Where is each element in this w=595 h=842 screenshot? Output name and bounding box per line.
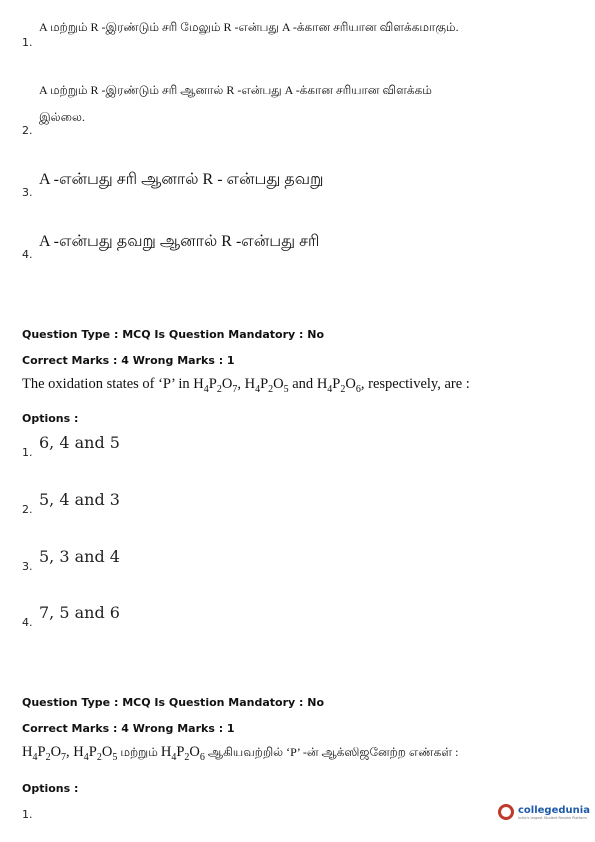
formula-h4p2o5: $H_4P_2O_5$ (244, 376, 289, 395)
option-text: A -என்பது தவறு ஆனால் R -என்பது சரி (39, 233, 320, 250)
formula-h4p2o6: $H_4P_2O_6$ (160, 744, 205, 763)
marks-line: Correct Marks : 4 Wrong Marks : 1 (22, 722, 235, 735)
option-text: 7, 5 and 6 (39, 603, 120, 622)
logo-icon (498, 804, 514, 820)
option-number: 2. (22, 124, 33, 137)
formula-h4p2o6: $H_4P_2O_6$ (316, 376, 361, 395)
option-text: 6, 4 and 5 (39, 433, 120, 452)
collegedunia-logo: collegedunia India's largest Student Review Platform (498, 804, 590, 820)
question-text: $H_4P_2O_7$, $H_4P_2O_5$ மற்றும் $H_4P_2O_6$ ஆகியவற்றில் ‘P’ -ன் ஆக்ஸிஜனேற்ற எண்கள் : (22, 744, 459, 763)
option-number: 1. (22, 446, 33, 459)
option-number: 2. (22, 503, 33, 516)
options-label: Options : (22, 412, 79, 425)
question-type-line: Question Type : MCQ Is Question Mandatory : No (22, 696, 325, 709)
question-type-line: Question Type : MCQ Is Question Mandatory : No (22, 328, 325, 341)
formula-h4p2o5: $H_4P_2O_5$ (73, 744, 118, 763)
option-text: 5, 3 and 4 (39, 547, 120, 566)
question-text: The oxidation states of ‘P’ in $H_4P_2O_7$, $H_4P_2O_5$ and $H_4P_2O_6$, respectively, are : (22, 376, 470, 395)
option-number: 3. (22, 560, 33, 573)
option-text-line2: இல்லை. (39, 110, 85, 124)
marks-line: Correct Marks : 4 Wrong Marks : 1 (22, 354, 235, 367)
option-number: 3. (22, 186, 33, 199)
option-text-line1: A மற்றும் R -இரண்டும் சரி ஆனால் R -என்பது A -க்கான சரியான விளக்கம் (39, 83, 432, 97)
option-text: 5, 4 and 3 (39, 490, 120, 509)
formula-h4p2o7: $H_4P_2O_7$ (193, 376, 238, 395)
option-number: 1. (22, 808, 33, 821)
option-text: A மற்றும் R -இரண்டும் சரி மேலும் R -என்பது A -க்கான சரியான விளக்கமாகும். (39, 20, 459, 34)
option-text: A -என்பது சரி ஆனால் R - என்பது தவறு (39, 171, 324, 188)
option-number: 4. (22, 248, 33, 261)
options-label: Options : (22, 782, 79, 795)
option-number: 4. (22, 616, 33, 629)
formula-h4p2o7: $H_4P_2O_7$ (22, 744, 67, 763)
option-number: 1. (22, 36, 33, 49)
